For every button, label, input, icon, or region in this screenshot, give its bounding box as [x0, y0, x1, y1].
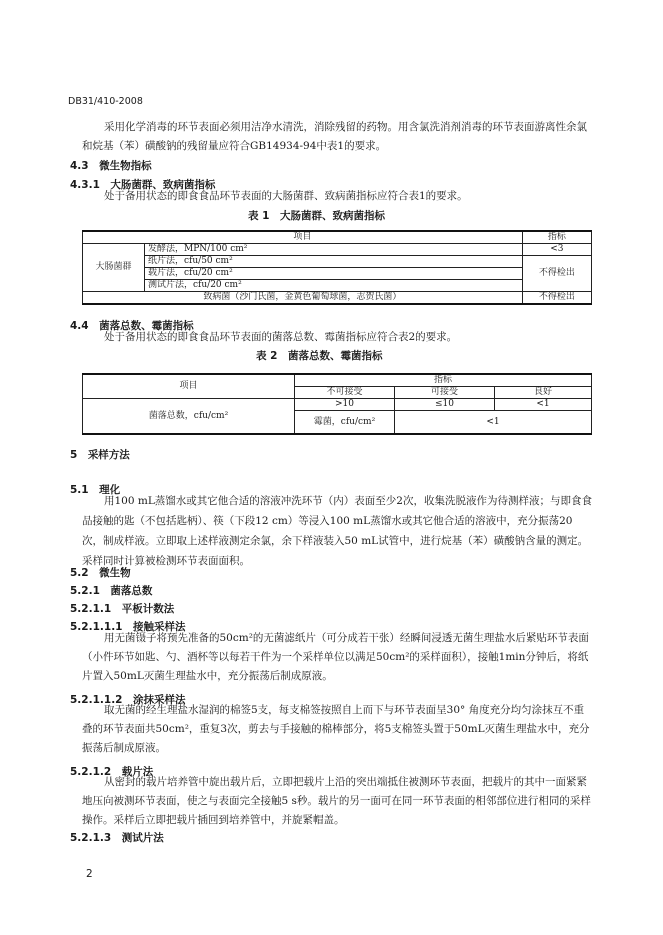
section-5-2-1-2: 5.2.1.2 载片法 [70, 766, 154, 778]
section-5-2-1: 5.2.1 菌落总数 [70, 585, 153, 597]
section-5-1: 5.1 理化 [70, 484, 121, 496]
table2-caption: 表 2 菌落总数、霉菌指标 [256, 350, 383, 362]
table1-cell: <3 [522, 244, 591, 256]
paragraph-5-2-1-2: 从密封的载片培养管中旋出载片后，立即把载片上沿的突出端抵住被测环节表面，把载片的其中一面紧紧地压向被测环节表面，使之与表面完全接触5 s秒。载片的另一面可在同一环节表面的相邻部位进行相同的采样操作。采样后立即把载片插回到培养管中，并旋紧帽盖。 [82, 776, 591, 826]
table2-cell: 霉菌，cfu/cm² [295, 411, 395, 435]
table2-header-index: 指标 [295, 374, 592, 387]
table1-header-item: 项目 [83, 231, 523, 244]
table1-header-index: 指标 [522, 231, 591, 244]
paragraph-4-4: 处于备用状态的即食食品环节表面的菌落总数、霉菌指标应符合表2的要求。 [104, 331, 458, 343]
section-5-2-1-1: 5.2.1.1 平板计数法 [70, 603, 175, 615]
page-header: DB31/410-2008 [68, 96, 143, 107]
table2-cell: >10 [295, 399, 395, 411]
table1-cell: 致病菌（沙门氏菌，金黄色葡萄球菌，志贺氏菌） [83, 292, 523, 305]
section-5-2-1-3: 5.2.1.3 测试片法 [70, 832, 164, 844]
table-row [83, 280, 592, 292]
section-5: 5 采样方法 [70, 449, 130, 461]
table2-cell: <1 [495, 399, 592, 411]
table2-cell: ≤10 [395, 399, 495, 411]
table1-caption: 表 1 大肠菌群、致病菌指标 [248, 210, 385, 222]
table1-cell: 不得检出 [522, 292, 591, 305]
section-4-4: 4.4 菌落总数、霉菌指标 [70, 320, 194, 332]
table-row [83, 399, 592, 411]
paragraph-5-2-1-1-1: 用无菌镊子将预先准备的50cm²的无菌滤纸片（可分成若干张）经瞬间浸透无菌生理盐水后紧贴环节表面（小件环节如匙、勺、酒杯等以每若干件为一个采样单位以满足50cm²的采样面积），接触1min分钟后，将纸片置入50mL灭菌生理盐水中，充分振荡后制成原液。 [82, 632, 589, 682]
table-row [83, 374, 592, 387]
table-row [83, 256, 592, 268]
section-4-3-1: 4.3.1 大肠菌群、致病菌指标 [70, 179, 216, 191]
table-1 [82, 230, 592, 305]
paragraph-5-2-1-1-2: 取无菌的经生理盐水湿润的棉签5支，每支棉签按照自上而下与环节表面呈30° 角度充分均匀涂抹互不重叠的环节表面共50cm²，重复3次，剪去与手接触的棉棒部分，将5支棉签头置于50mL灭菌生理盐水中，充分振荡后制成原液。 [82, 704, 590, 754]
table1-cell: 不得检出 [522, 256, 591, 292]
paragraph-5-1: 用100 mL蒸馏水或其它他合适的溶液冲洗环节（内）表面至少2次，收集洗脱液作为待测样液；与即食食品接触的匙（不包括匙柄）、筷（下段12 cm）等浸入100 mL蒸馏水或其它他合适的溶液中，充分振荡20次，制成样液。立即取上述样液测定余氯，余下样液装入50 mL试管中，进行烷基（苯）磺酸钠含量的测定。采样同时计算被检测环节表面面积。 [82, 495, 592, 567]
table2-cell: 菌落总数，cfu/cm² [83, 399, 295, 435]
table-row [83, 244, 592, 256]
table2-col-header: 不可接受 [295, 387, 395, 399]
table2-header-item: 项目 [83, 374, 295, 399]
table-row [83, 231, 592, 244]
section-5-2-1-1-2: 5.2.1.1.2 涂抹采样法 [70, 694, 186, 706]
paragraph-residue: 采用化学消毒的环节表面必须用洁净水清洗，消除残留的药物。用含氯洗消剂消毒的环节表面游离性余氯和烷基（苯）磺酸钠的残留量应符合GB14934-94中表1的要求。 [82, 121, 587, 152]
section-5-2-1-1-1: 5.2.1.1.1 接触采样法 [70, 621, 186, 633]
section-4-3: 4.3 微生物指标 [70, 160, 152, 172]
table-row [83, 268, 592, 280]
section-5-2: 5.2 微生物 [70, 567, 131, 579]
table2-col-header: 可接受 [395, 387, 495, 399]
table1-cell: 载片法，cfu/20 cm² [145, 268, 523, 280]
table-2 [82, 373, 592, 435]
page-number: 2 [86, 868, 93, 880]
table-row [83, 292, 592, 305]
paragraph-4-3-1: 处于备用状态的即食食品环节表面的大肠菌群、致病菌指标应符合表1的要求。 [104, 190, 468, 202]
table1-group-label: 大肠菌群 [83, 244, 145, 292]
table1-cell: 测试片法，cfu/20 cm² [145, 280, 523, 292]
table2-col-header: 良好 [495, 387, 592, 399]
table2-cell: <1 [395, 411, 592, 435]
table1-cell: 发酵法，MPN/100 cm² [145, 244, 523, 256]
table1-cell: 纸片法，cfu/50 cm² [145, 256, 523, 268]
